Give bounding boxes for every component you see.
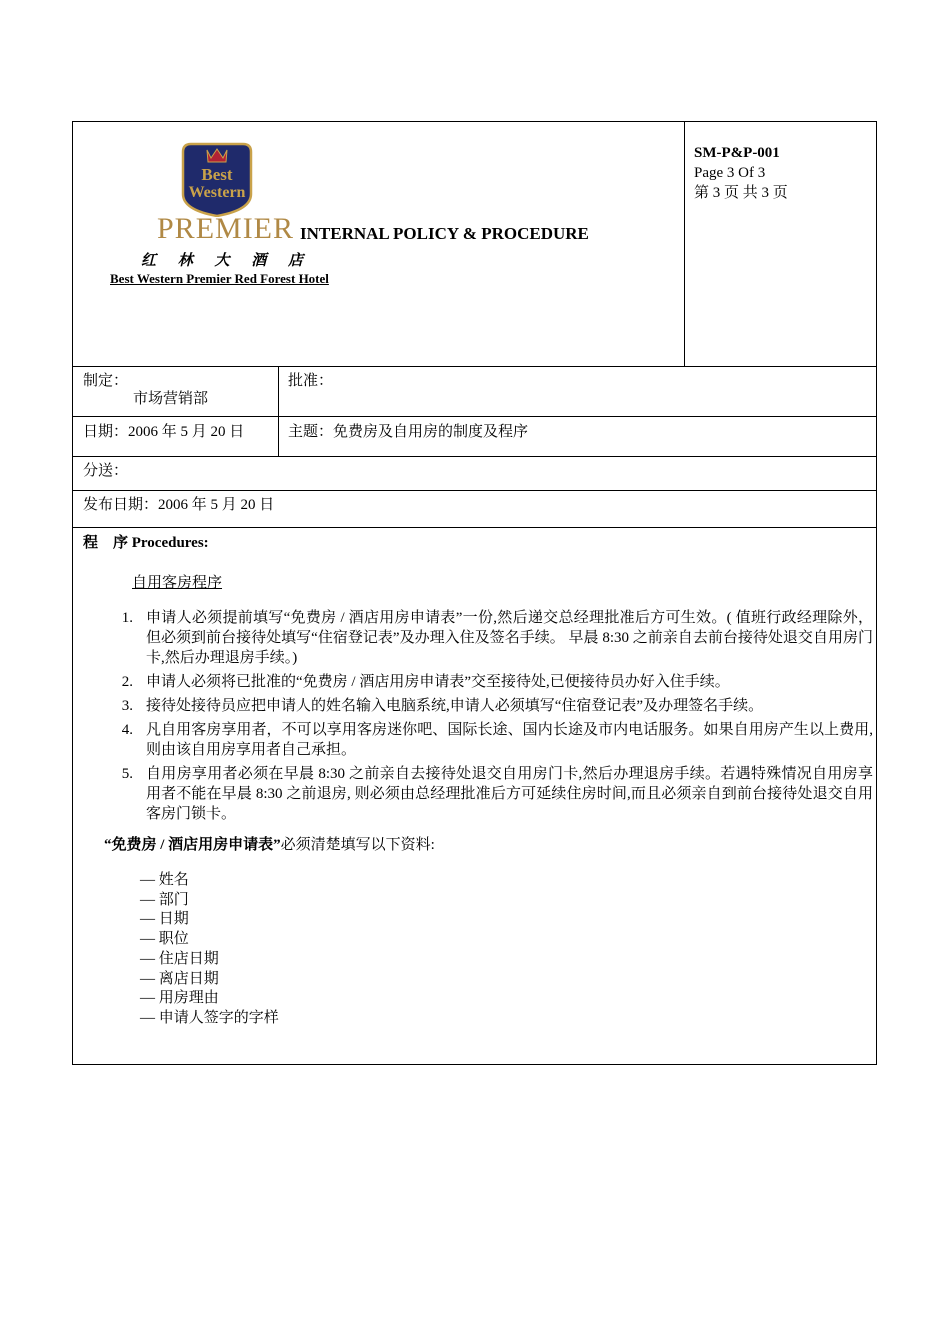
hotel-name-english: Best Western Premier Red Forest Hotel	[110, 271, 329, 286]
column-divider	[278, 366, 279, 456]
premier-wordmark: PREMIER	[157, 212, 295, 245]
list-item: — 申请人签字的字样	[140, 1009, 279, 1026]
approved-by-label: 批准：	[288, 373, 334, 389]
list-item: — 用房理由	[140, 990, 219, 1007]
document-title: INTERNAL POLICY & PROCEDURE	[300, 224, 589, 243]
page-number-chinese: 第 3 页 共 3 页	[694, 185, 788, 201]
hotel-name-chinese: 红 林 大 酒 店	[141, 253, 313, 269]
list-item-number: 4.	[121, 722, 133, 738]
list-item-text: 接待处接待员应把申请人的姓名输入电脑系统,申请人必须填写“住宿登记表”及办理签名手续。	[146, 698, 764, 714]
subject-field: 主题：免费房及自用房的制度及程序	[288, 424, 529, 440]
best-western-logo	[177, 142, 257, 217]
procedures-heading: 程 序 Procedures:	[83, 535, 209, 551]
list-item-text: 凡自用客房享用者，不可以享用客房迷你吧、国际长途、国内长途及市内电话服务。如果自用房产生以上费用, 则由该自用房享用者自己承担。	[146, 722, 873, 758]
list-item-text: 自用房享用者必须在早晨 8:30 之前亲自去接待处退交自用房门卡,然后办理退房手续。若遇特殊情况自用房享用者不能在早晨 8:30 之前退房, 则必须由总经理批准后方可延续住房时间,而且必须亲自到前台接待处退交自用客房门锁卡。	[146, 766, 873, 822]
distribution-label: 分送：	[83, 463, 129, 479]
procedure-list	[113, 608, 873, 828]
list-item	[113, 608, 873, 668]
form-note	[104, 833, 435, 854]
document-code: SM-P&P-001	[694, 145, 780, 161]
list-item: — 部门	[140, 891, 189, 908]
list-item: — 姓名	[140, 872, 189, 888]
row-divider	[73, 366, 876, 367]
list-item-number: 5.	[121, 766, 133, 782]
list-item	[113, 720, 873, 760]
form-note-text: 必须清楚填写以下资料:	[280, 837, 435, 853]
document-info	[694, 143, 788, 203]
list-item-number: 3.	[121, 698, 133, 714]
page-number-english: Page 3 Of 3	[694, 165, 766, 181]
date-field: 日期：2006 年 5 月 20 日	[83, 424, 245, 440]
logo-text-best: Best	[201, 165, 233, 184]
row-divider	[73, 456, 876, 457]
row-divider	[73, 527, 876, 528]
list-item: — 日期	[140, 911, 189, 928]
document-frame	[72, 121, 877, 1065]
required-fields-list	[140, 871, 279, 1029]
procedures-subheading: 自用客房程序	[132, 575, 223, 591]
form-note-title: “免费房 / 酒店用房申请表”	[104, 837, 281, 853]
row-divider	[73, 416, 876, 417]
list-item-number: 2.	[121, 674, 133, 690]
list-item-text: 申请人必须将已批准的“免费房 / 酒店用房申请表”交至接待处,已便接待员办好入住手续。	[146, 674, 730, 690]
header-divider	[684, 122, 685, 366]
list-item: — 职位	[140, 931, 189, 948]
list-item: — 离店日期	[140, 970, 219, 987]
prepared-by-label: 制定：	[83, 373, 129, 389]
prepared-by-value: 市场营销部	[133, 391, 209, 407]
list-item	[113, 696, 873, 716]
release-date-field: 发布日期：2006 年 5 月 20 日	[83, 497, 275, 513]
list-item: — 住店日期	[140, 950, 219, 967]
list-item	[113, 672, 873, 692]
logo-text-western: Western	[188, 184, 246, 201]
row-divider	[73, 490, 876, 491]
list-item-number: 1.	[121, 610, 133, 626]
list-item-text: 申请人必须提前填写“免费房 / 酒店用房申请表”一份,然后递交总经理批准后方可生效。( 值班行政经理除外， 但必须到前台接待处填写“住宿登记表”及办理入住及签名手续。 早晨 8:30 之前亲自去前台接待处退交自用房门卡,然后办理退房手续。)	[146, 610, 873, 666]
list-item	[113, 764, 873, 824]
